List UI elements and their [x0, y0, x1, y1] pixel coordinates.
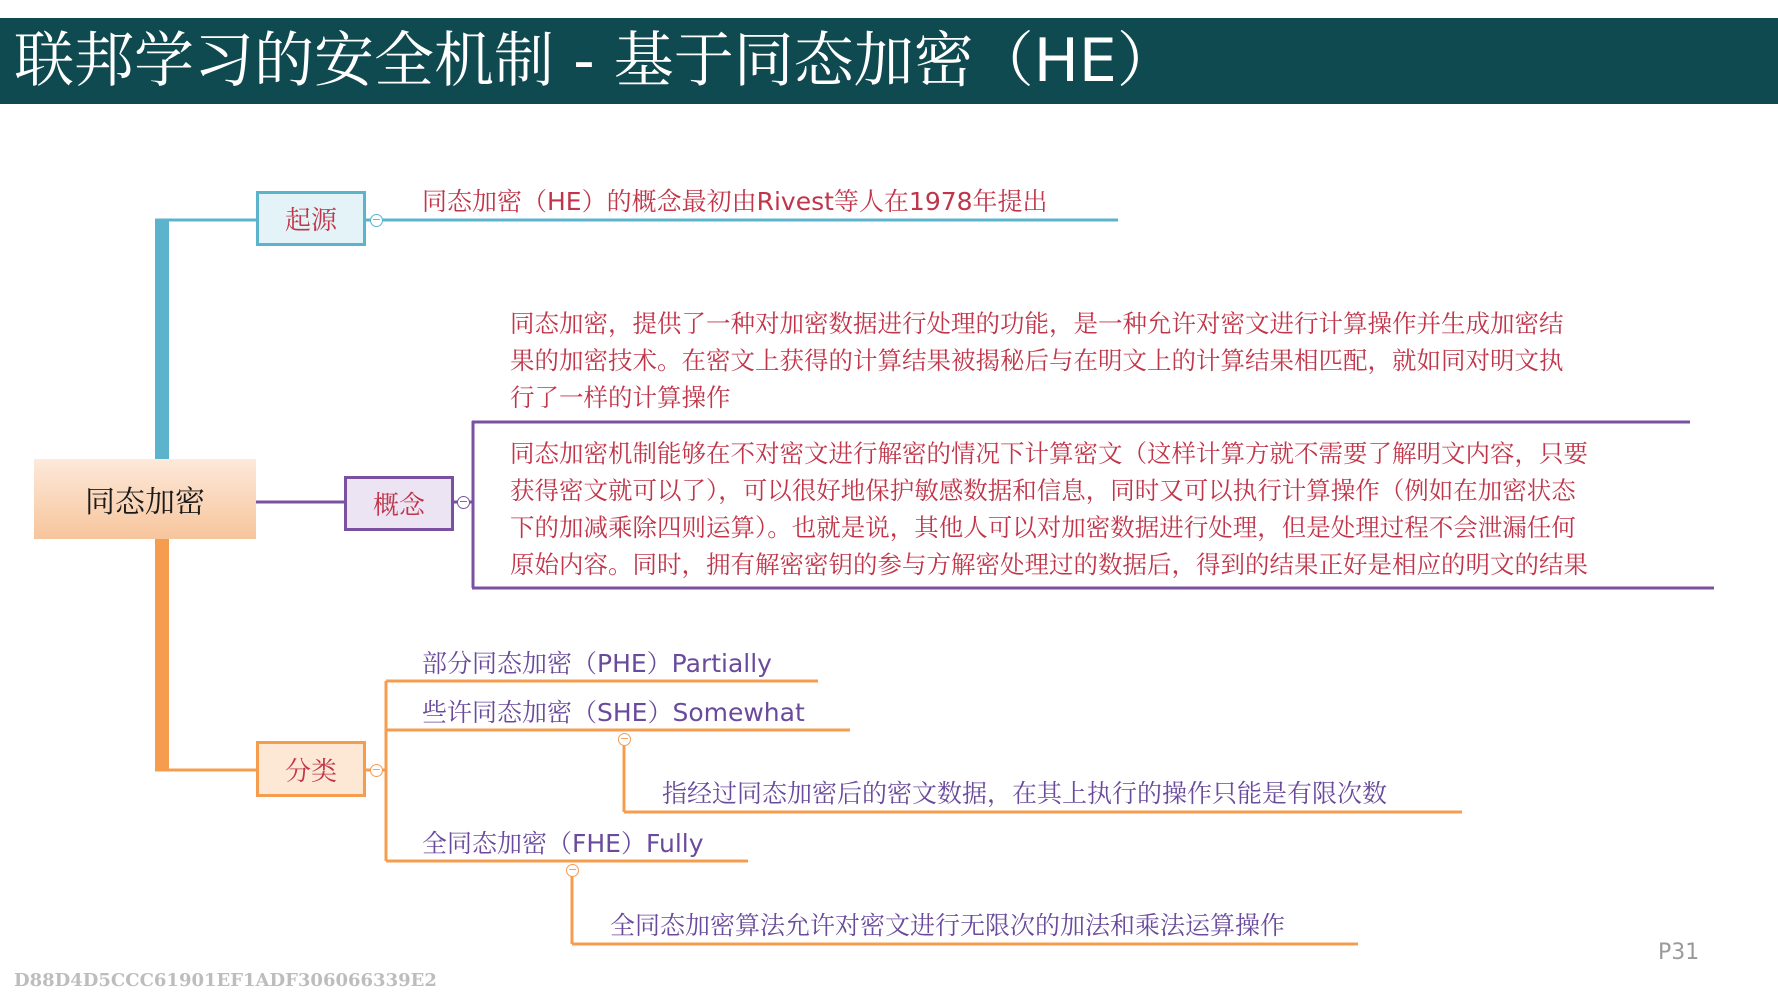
concept-label: 概念	[372, 491, 425, 521]
she-detail: 指经过同态加密后的密文数据，在其上执行的操作只能是有限次数	[662, 779, 1388, 808]
classification-label: 分类	[284, 756, 337, 787]
concept-p1-line: 果的加密技术。在密文上获得的计算结果被揭秘后与在明文上的计算结果相匹配，就如同对明文执	[510, 346, 1564, 375]
page-number: P31	[1658, 940, 1700, 965]
fhe-collapse-icon[interactable]: −	[567, 863, 578, 876]
origin-label: 起源	[284, 206, 337, 236]
concept-p2-line: 原始内容。同时，拥有解密密钥的参与方解密处理过的数据后，得到的结果正好是相应的明文的结果	[510, 550, 1588, 579]
concept-collapse-icon[interactable]: −	[458, 495, 469, 508]
watermark: D88D4D5CCC61901EF1ADF306066339E2	[14, 970, 437, 991]
fhe-detail: 全同态加密算法允许对密文进行无限次的加法和乘法运算操作	[610, 911, 1286, 940]
phe-label: 部分同态加密（PHE）Partially	[422, 649, 772, 678]
root-node[interactable]	[34, 459, 256, 539]
slide-title: 联邦学习的安全机制 - 基于同态加密（HE）	[14, 26, 1177, 96]
concept-node[interactable]	[344, 476, 454, 531]
classification-node[interactable]	[256, 741, 366, 797]
concept-p1-line: 行了一样的计算操作	[510, 383, 731, 412]
concept-paragraph-2	[510, 435, 1588, 583]
fhe-label: 全同态加密（FHE）Fully	[422, 829, 704, 858]
classification-collapse-icon[interactable]: −	[371, 763, 382, 776]
origin-text: 同态加密（HE）的概念最初由Rivest等人在1978年提出	[422, 187, 1048, 216]
root-label: 同态加密	[85, 485, 205, 520]
concept-p2-line: 下的加减乘除四则运算）。也就是说，其他人可以对加密数据进行处理，但是处理过程不会泄漏任何	[510, 513, 1576, 542]
origin-collapse-icon[interactable]: −	[371, 213, 382, 226]
she-label: 些许同态加密（SHE）Somewhat	[422, 698, 805, 727]
concept-p1-line: 同态加密，提供了一种对加密数据进行处理的功能，是一种允许对密文进行计算操作并生成加密结	[510, 309, 1564, 338]
she-collapse-icon[interactable]: −	[619, 732, 630, 745]
concept-p2-line: 同态加密机制能够在不对密文进行解密的情况下计算密文（这样计算方就不需要了解明文内容，只要	[510, 439, 1588, 468]
concept-p2-line: 获得密文就可以了），可以很好地保护敏感数据和信息，同时又可以执行计算操作（例如在加密状态	[510, 476, 1576, 505]
concept-paragraph-1	[510, 305, 1564, 416]
origin-node[interactable]	[256, 191, 366, 246]
